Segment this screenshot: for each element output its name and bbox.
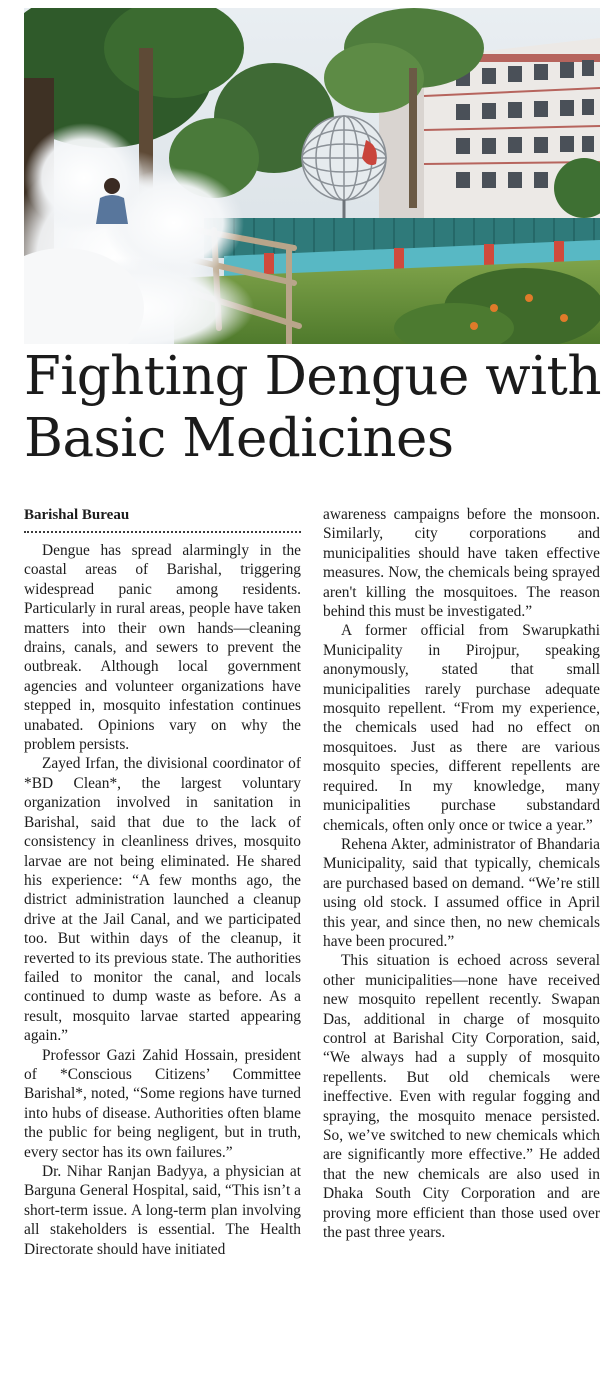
paragraph-3: Professor Gazi Zahid Hossain, president of *Conscious Citizens’ Committee Barishal*, noted, “Some regions have turned into hubs of disease. Authorities often blame the public for being negligent, but in truth, every sector has its own failures.”: [24, 1046, 301, 1161]
article-headline: [24, 346, 604, 470]
paragraph-6: Rehena Akter, administrator of Bhandaria Municipality, said that typically, chemicals are purchased based on demand. “We’re still using old stock. I assumed office in April this year, and since then, no new chemicals have been procured.”: [323, 835, 600, 950]
paragraph-2: Zayed Irfan, the divisional coordinator of *BD Clean*, the largest voluntary organization involved in sanitation in Barishal, said that due to the lack of consistency in cleanliness drives, mosquito larvae are not being eliminated. He shared his experience: “A few months ago, the district administration launched a cleanup drive at the Jail Canal, and we participated too. But within days of the cleanup, it reverted to its previous state. The authorities failed to monitor the canal, and locals continued to dump waste as before. As a result, mosquito larvae started appearing again.”: [24, 755, 301, 1045]
article-column-left: [24, 505, 301, 1259]
headline-line-1: Fighting Dengue with: [24, 346, 601, 407]
byline: Barishal Bureau: [24, 505, 301, 533]
paragraph-5: A former official from Swarupkathi Municipality in Pirojpur, speaking anonymously, stated that small municipalities rarely purchase adequate mosquito repellent. “From my experience, the chemicals used had no effect on mosquitoes. Just as there are various mosquito species, different repellents are required. In my knowledge, many municipalities purchase substandard chemicals, often only once or twice a year.”: [323, 622, 600, 834]
headline-line-2: Basic Medicines: [24, 408, 454, 469]
paragraph-7: This situation is echoed across several other municipalities—none have received new mosquito repellent recently. Swapan Das, additional in charge of mosquito control at Barishal City Corporation, said, “We always had a supply of mosquito repellents. But old chemicals were ineffective. Even with regular fogging and spraying, the mosquito menace persisted. So, we’ve switched to new chemicals which are significantly more effective.” He added that the new chemicals are also used in Dhaka South City Corporation and are proving more efficient than those used over the past three years.: [323, 952, 600, 1242]
paragraph-4-continued: awareness campaigns before the monsoon. Similarly, city corporations and municipalities should have taken effective measures. Now, the chemicals being sprayed aren't killing the mosquitoes. The reason behind this must be investigated.”: [323, 506, 600, 621]
article-photo: [24, 8, 600, 344]
paragraph-4-start: Dr. Nihar Ranjan Badyya, a physician at Barguna General Hospital, said, “This isn’t a short-term issue. A long-term plan involving all stakeholders is essential. The Health Directorate should have initiated: [24, 1163, 301, 1258]
fogging-scene-image: [24, 8, 600, 344]
paragraph-1: Dengue has spread alarmingly in the coastal areas of Barishal, triggering widespread panic among residents. Particularly in rural areas, people have taken matters into their own hands—cleaning drains, canals, and sewers to prevent the outbreak. Although local government agencies and volunteer organizations have stepped in, mosquito infestation continues unabated. Opinions vary on why the problem persists.: [24, 542, 301, 754]
article-column-right: [323, 505, 600, 1242]
